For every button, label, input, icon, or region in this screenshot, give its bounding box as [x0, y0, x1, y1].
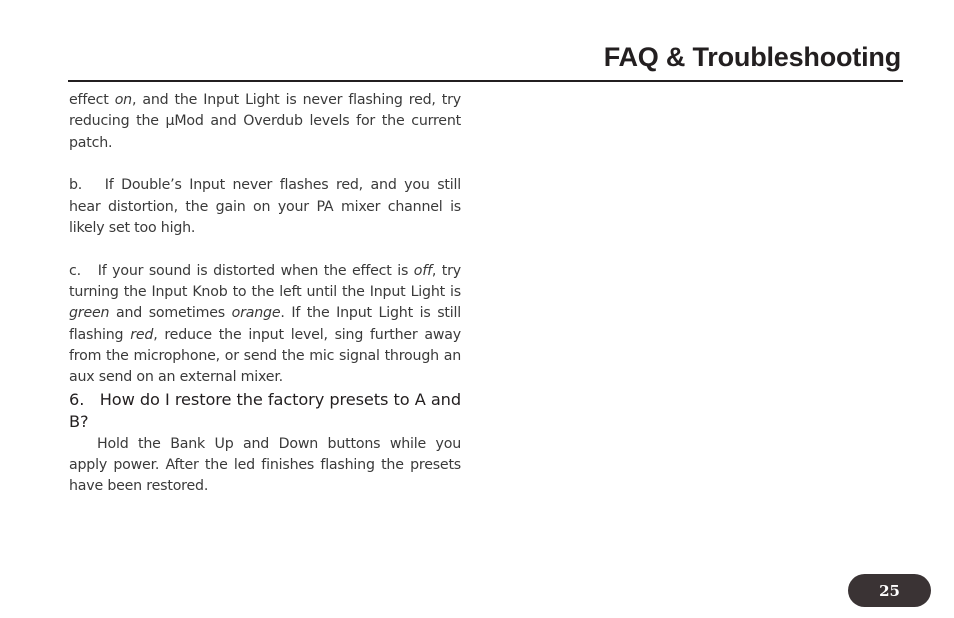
- text-span: , try turning the Input Knob to the left until the Input Light is: [69, 262, 461, 301]
- emphasis-green: green: [69, 305, 110, 322]
- faq-question-6: 6. How do I restore the factory presets to A and B?: [69, 389, 461, 432]
- emphasis-on: on: [114, 92, 132, 108]
- emphasis-orange: orange: [231, 305, 281, 322]
- text-span: c. If your sound is distorted when the effect is: [69, 262, 414, 279]
- text-span: . If the Input Light is still flashing: [69, 305, 461, 343]
- header-divider: [68, 80, 903, 82]
- paragraph-b: b. If Double’s Input never flashes red, and you still hear distortion, the gain on your PA mixer channel is likely set too high.: [69, 177, 461, 236]
- emphasis-off: off: [413, 262, 432, 279]
- text-column: [69, 90, 461, 497]
- page-number: 25: [879, 581, 900, 600]
- paragraph-c: [69, 261, 461, 389]
- text-span: , reduce the input level, sing further away from the microphone, or send the mic signal through an aux send on an external mixer.: [69, 326, 461, 386]
- text-span: effect: [69, 92, 115, 108]
- paragraph-effect-on: [69, 90, 461, 154]
- page-title: FAQ & Troubleshooting: [603, 42, 901, 72]
- text-span: , and the Input Light is never flashing red, try reducing the µMod and Overdub levels for the current patch.: [69, 92, 461, 151]
- emphasis-red: red: [130, 326, 154, 343]
- page-number-badge: [848, 574, 931, 607]
- faq-answer-6: Hold the Bank Up and Down buttons while you apply power. After the led finishes flashing the presets have been restored.: [69, 435, 461, 495]
- text-span: and sometimes: [109, 305, 232, 322]
